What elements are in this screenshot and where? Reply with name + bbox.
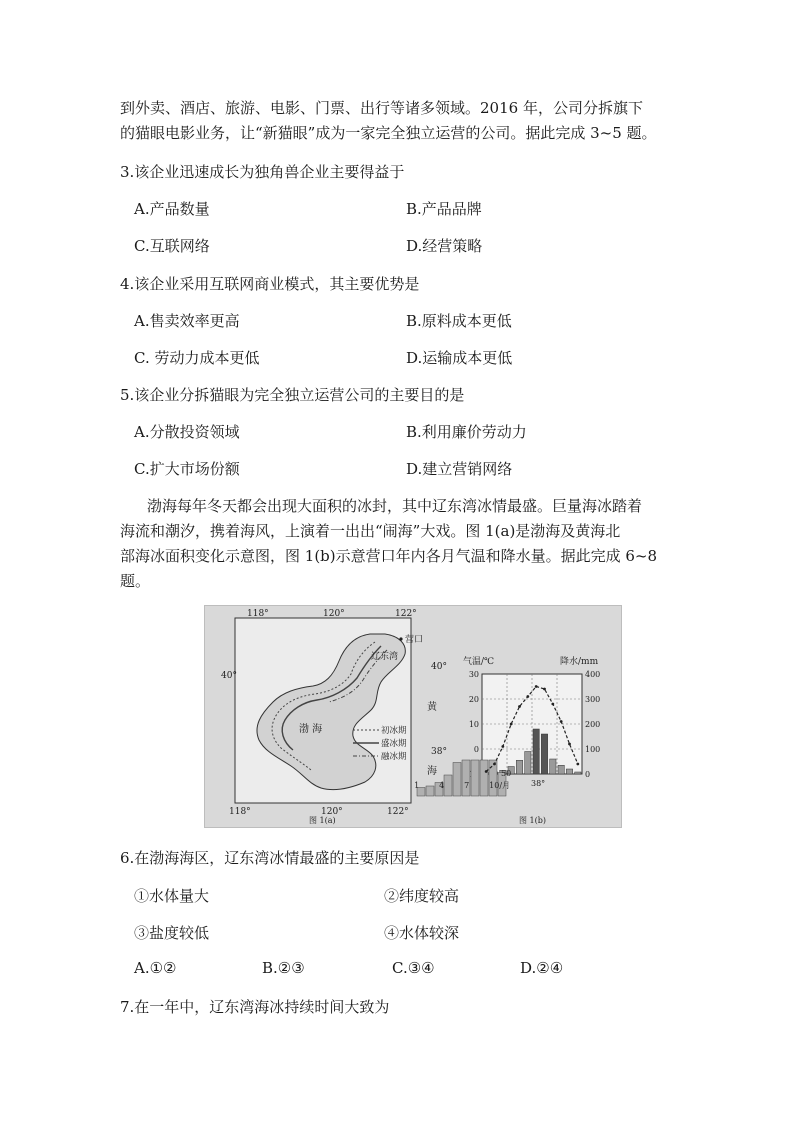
chart-ytick-left: 0: [473, 745, 479, 754]
q7-stem: 7.在一年中，辽东湾海冰持续时间大致为: [120, 998, 390, 1016]
lower-bar-4: [444, 775, 452, 796]
map-lon-bottom-120: 120°: [321, 807, 343, 817]
temperature-point-1: [485, 770, 488, 773]
chart-ytick-right: 300: [585, 695, 601, 704]
q5-option-b: B.利用廉价劳动力: [406, 423, 527, 441]
map-lon-bottom-122: 122°: [387, 807, 409, 817]
q4-option-d: D.运输成本更低: [406, 349, 513, 367]
figure-1: [204, 605, 622, 828]
place-bohai: 渤 海: [299, 724, 323, 735]
passage2-line-1: 渤海每年冬天都会出现大面积的冰封，其中辽东湾冰情最盛。巨量海冰踏着: [147, 497, 643, 515]
chart-ytick-right: 0: [585, 770, 591, 779]
place-huang: 黄: [427, 702, 437, 713]
overlap-tag-38: 38°: [531, 779, 546, 788]
climate-chart: [414, 655, 600, 825]
precip-bar-9: [550, 759, 556, 774]
temperature-point-11: [568, 743, 571, 746]
temperature-point-8: [543, 688, 546, 691]
intro-line-1: 到外卖、酒店、旅游、电影、门票、出行等诸多领域。2016 年，公司分拆旗下: [120, 99, 643, 117]
passage2-line-3: 部海冰面积变化示意图，图 1(b)示意营口年内各月气温和降水量。据此完成 6~8: [120, 547, 658, 565]
q6-option-b: B.②③: [262, 959, 305, 977]
legend-initial-label: 初冰期: [381, 726, 407, 736]
precip-bar-12: [575, 772, 581, 774]
q4-option-c: C. 劳动力成本更低: [134, 349, 260, 367]
map-lon-top-118: 118°: [247, 609, 269, 619]
q3-option-b: B.产品品牌: [406, 200, 482, 218]
passage2-line-2: 海流和潮汐，携着海风，上演着一出出“闹海”大戏。图 1(a)是渤海及黄海北: [120, 522, 621, 540]
precip-bar-11: [566, 769, 572, 774]
caption-a: 图 1(a): [309, 816, 336, 825]
q6-statement-3: ③盐度较低: [134, 924, 210, 942]
chart-ytick-right: 100: [585, 745, 601, 754]
yingkou-dot: [399, 637, 402, 640]
chart-y-right-label: 降水/mm: [560, 657, 599, 667]
temperature-point-2: [493, 763, 496, 766]
q6-statement-1: ①水体量大: [134, 887, 210, 905]
temperature-point-4: [510, 723, 513, 726]
temperature-point-5: [518, 705, 521, 708]
q3-option-c: C.互联网络: [134, 237, 210, 255]
temperature-point-6: [526, 695, 529, 698]
q6-stem: 6.在渤海海区，辽东湾冰情最盛的主要原因是: [120, 849, 420, 867]
chart-y-left-label: 气温/℃: [463, 657, 495, 667]
precip-bar-8: [541, 734, 547, 774]
figure-svg: [205, 606, 621, 827]
intro-line-2: 的猫眼电影业务，让“新猫眼”成为一家完全独立运营的公司。据此完成 3~5 题。: [120, 124, 657, 142]
map-lon-top-122: 122°: [395, 609, 417, 619]
lower-bar-7: [471, 760, 479, 796]
map-lat-right-40: 40°: [431, 662, 447, 672]
lower-bar-5: [453, 763, 461, 797]
overlap-tag-50: 50: [501, 769, 512, 778]
chart-xtick: 4: [439, 781, 445, 790]
precip-bar-10: [558, 765, 564, 774]
q6-option-d: D.②④: [520, 959, 564, 977]
temperature-point-12: [576, 763, 579, 766]
q6-option-c: C.③④: [392, 959, 435, 977]
map-lat-left-40: 40°: [221, 671, 237, 681]
q5-option-d: D.建立营销网络: [406, 460, 513, 478]
chart-xtick: 10/月: [489, 781, 511, 790]
lower-bar-2: [426, 786, 434, 796]
precip-bar-6: [525, 752, 531, 775]
map-panel: [221, 609, 447, 825]
q4-stem: 4.该企业采用互联网商业模式，其主要优势是: [120, 275, 420, 293]
place-liaodongwan: 辽东湾: [371, 652, 399, 662]
caption-b: 图 1(b): [519, 816, 546, 825]
legend-melting-label: 融冰期: [381, 752, 407, 762]
map-lon-bottom-118: 118°: [229, 807, 251, 817]
temperature-point-3: [501, 745, 504, 748]
temperature-point-10: [560, 720, 563, 723]
q4-option-a: A.售卖效率更高: [134, 312, 240, 330]
q6-statement-2: ②纬度较高: [384, 887, 460, 905]
q6-option-a: A.①②: [134, 959, 177, 977]
map-lat-right-38: 38°: [431, 747, 447, 757]
place-yingkou: 营口: [405, 635, 424, 645]
chart-ytick-left: 10: [468, 720, 479, 729]
q5-option-c: C.扩大市场份额: [134, 460, 240, 478]
q5-stem: 5.该企业分拆猫眼为完全独立运营公司的主要目的是: [120, 386, 465, 404]
chart-ytick-left: 30: [468, 670, 479, 679]
q4-option-b: B.原料成本更低: [406, 312, 512, 330]
q5-option-a: A.分散投资领域: [134, 423, 240, 441]
place-hai: 海: [427, 766, 437, 777]
q6-statement-4: ④水体较深: [384, 924, 460, 942]
chart-ytick-right: 400: [585, 670, 601, 679]
passage2-line-4: 题。: [120, 572, 151, 590]
chart-xtick: 1: [414, 781, 420, 790]
chart-ytick-left: 20: [468, 695, 479, 704]
lower-bar-6: [462, 760, 470, 796]
q3-stem: 3.该企业迅速成长为独角兽企业主要得益于: [120, 163, 405, 181]
temperature-point-7: [535, 685, 538, 688]
precip-bar-5: [516, 760, 522, 774]
lower-bar-9: [489, 760, 497, 796]
temperature-point-9: [551, 703, 554, 706]
chart-ytick-right: 200: [585, 720, 601, 729]
precip-bar-7: [533, 729, 539, 774]
q3-option-a: A.产品数量: [134, 200, 210, 218]
q3-option-d: D.经营策略: [406, 237, 483, 255]
legend-peak-label: 盛冰期: [381, 739, 407, 749]
map-lon-top-120: 120°: [323, 609, 345, 619]
chart-xtick: 7: [464, 781, 470, 790]
lower-bar-8: [480, 760, 488, 796]
